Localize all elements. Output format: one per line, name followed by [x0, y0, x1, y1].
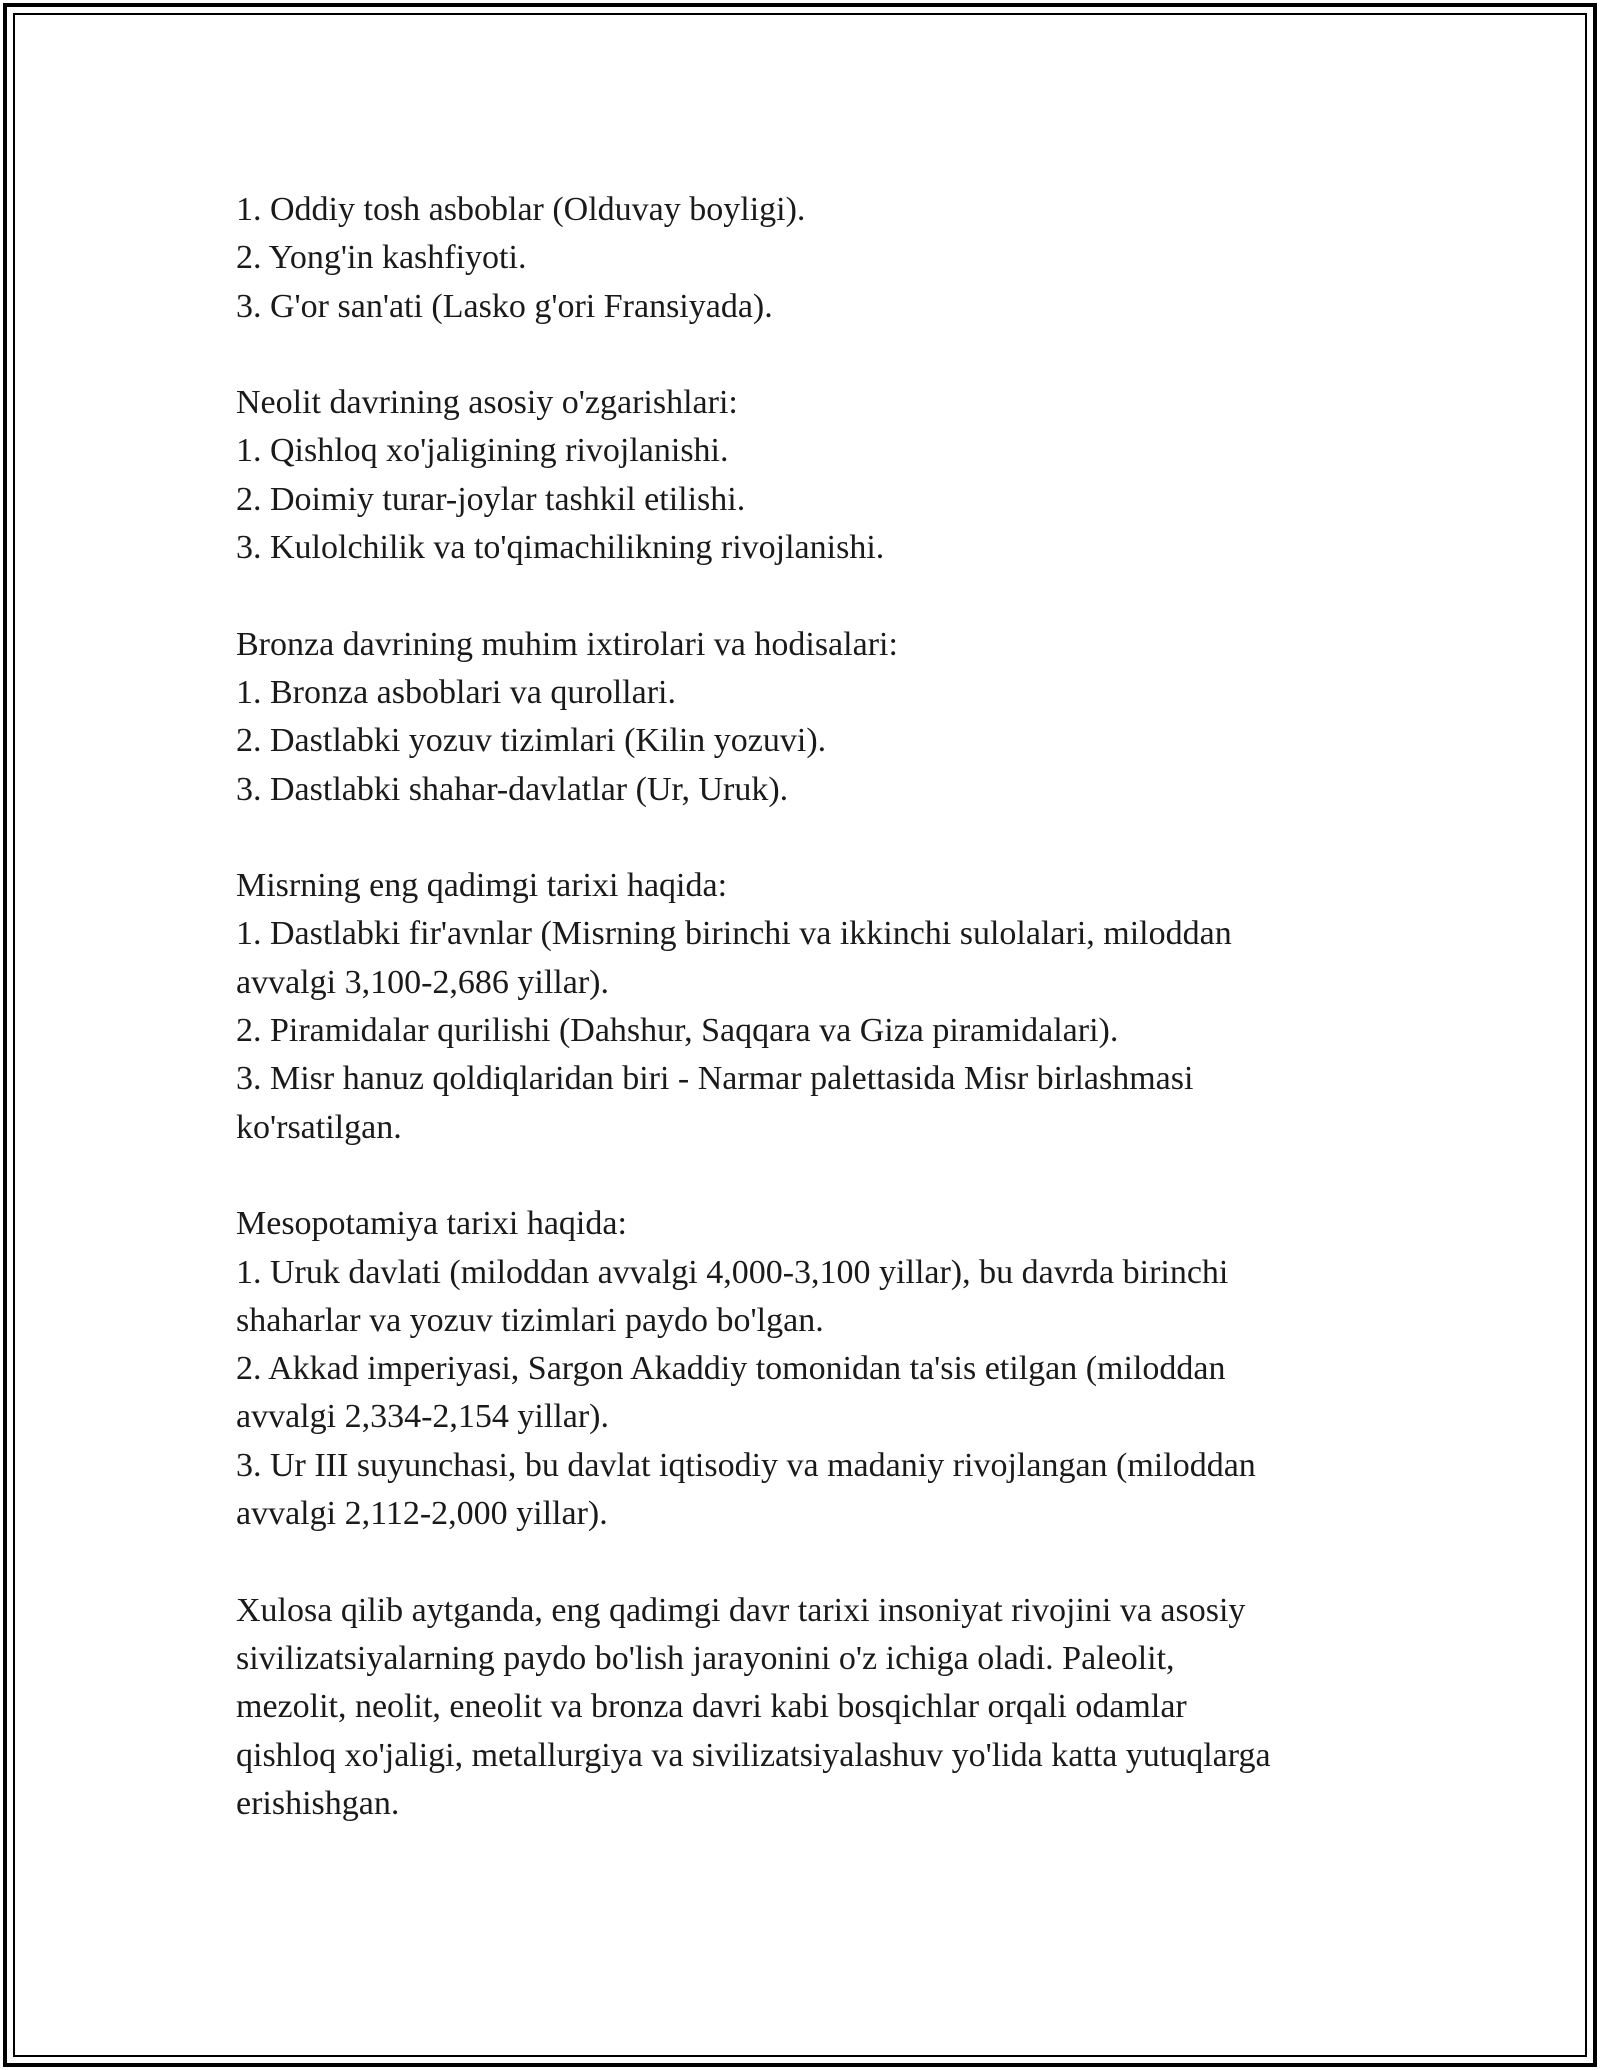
text-line: avvalgi 3,100-2,686 yillar). — [236, 963, 609, 1001]
text-line: 1. Dastlabki fir'avnlar (Misrning birinchi va ikkinchi sulolalari, miloddan — [236, 915, 1232, 953]
text-line: 1. Qishloq xo'jaligining rivojlanishi. — [236, 432, 729, 470]
paragraph-gap — [236, 572, 1366, 620]
document-body — [236, 186, 1366, 1828]
text-line: 3. Dastlabki shahar-davlatlar (Ur, Uruk). — [236, 770, 789, 808]
text-line: 1. Oddiy tosh asboblar (Olduvay boyligi). — [236, 191, 806, 228]
text-line: ko'rsatilgan. — [236, 1108, 402, 1146]
section-heading: Mesopotamiya tarixi haqida: — [236, 1205, 627, 1243]
text-line: 2. Yong'in kashfiyoti. — [236, 239, 527, 277]
section-heading: Misrning eng qadimgi tarixi haqida: — [236, 867, 728, 905]
conclusion-line: sivilizatsiyalarning paydo bo'lish jarayonini o'z ichiga oladi. Paleolit, — [236, 1639, 1175, 1677]
conclusion-line: mezolit, neolit, eneolit va bronza davri kabi bosqichlar orqali odamlar — [236, 1688, 1187, 1726]
text-line: avvalgi 2,112-2,000 yillar). — [236, 1495, 608, 1533]
text-line: 2. Akkad imperiyasi, Sargon Akaddiy tomonidan ta'sis etilgan (miloddan — [236, 1350, 1226, 1388]
conclusion-line: Xulosa qilib aytganda, eng qadimgi davr tarixi insoniyat rivojini va asosiy — [236, 1591, 1246, 1629]
text-line: 3. Misr hanuz qoldiqlaridan biri - Narmar palettasida Misr birlashmasi — [236, 1060, 1194, 1098]
text-line: 3. Kulolchilik va to'qimachilikning rivojlanishi. — [236, 529, 885, 567]
paragraph-gap — [236, 1152, 1366, 1200]
text-line: 2. Doimiy turar-joylar tashkil etilishi. — [236, 480, 746, 518]
text-line: avvalgi 2,334-2,154 yillar). — [236, 1398, 609, 1436]
text-line: 3. Ur III suyunchasi, bu davlat iqtisodiy va madaniy rivojlangan (miloddan — [236, 1446, 1256, 1484]
text-line: 1. Bronza asboblari va qurollari. — [236, 673, 676, 711]
text-line: 2. Dastlabki yozuv tizimlari (Kilin yozuvi). — [236, 722, 827, 760]
text-line: shaharlar va yozuv tizimlari paydo bo'lgan. — [236, 1301, 824, 1339]
paragraph-gap — [236, 1538, 1366, 1586]
text-line: 3. G'or san'ati (Lasko g'ori Fransiyada). — [236, 287, 773, 325]
conclusion-line: erishishgan. — [236, 1784, 400, 1822]
text-line: 2. Piramidalar qurilishi (Dahshur, Saqqara va Giza piramidalari). — [236, 1012, 1119, 1050]
section-heading: Bronza davrining muhim ixtirolari va hodisalari: — [236, 625, 898, 663]
section-heading: Neolit davrining asosiy o'zgarishlari: — [236, 384, 738, 422]
paragraph-gap — [236, 814, 1366, 862]
text-line: 1. Uruk davlati (miloddan avvalgi 4,000-3,100 yillar), bu davrda birinchi — [236, 1253, 1229, 1291]
conclusion-line: qishloq xo'jaligi, metallurgiya va sivilizatsiyalashuv yo'lida katta yutuqlarga — [236, 1736, 1271, 1774]
paragraph-gap — [236, 331, 1366, 379]
